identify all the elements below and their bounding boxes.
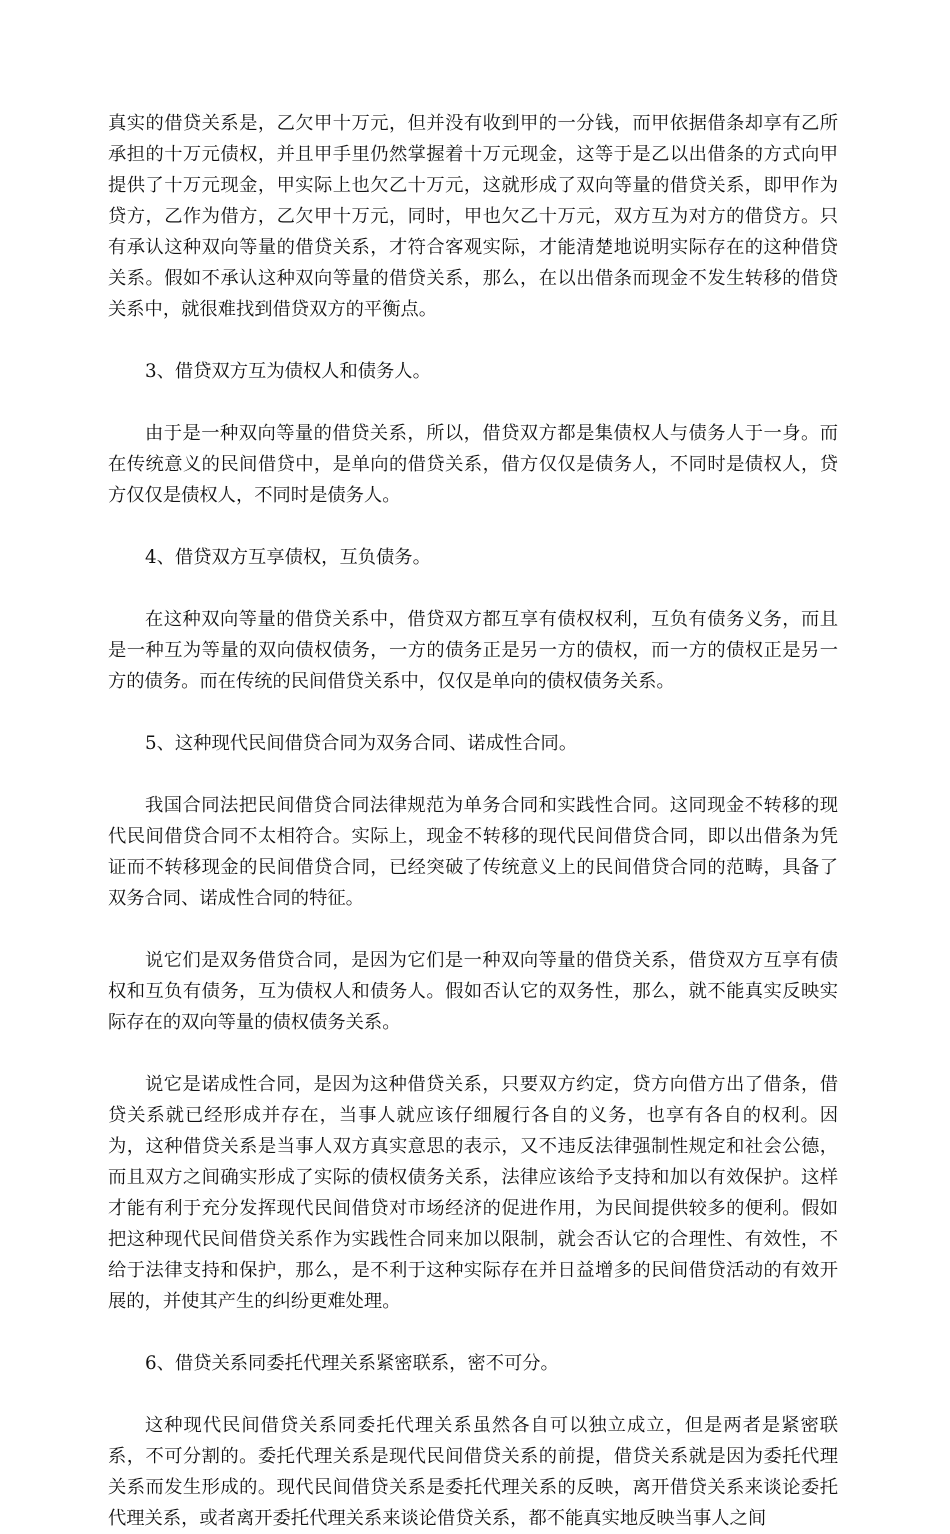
paragraph-bilateral-contract: 说它们是双务借贷合同，是因为它们是一种双向等量的借贷关系，借贷双方互享有债权和互负有债务，互为债权人和债务人。假如否认它的双务性，那么，就不能真实反映实际存在的双向等量的债权债务关系。	[108, 950, 838, 1033]
heading-point-4: 4、借贷双方互享债权，互负债务。	[145, 547, 431, 568]
paragraph-loan-relation-continued: 真实的借贷关系是，乙欠甲十万元，但并没有收到甲的一分钱，而甲依据借条却享有乙所承担的十万元债权，并且甲手里仍然掌握着十万元现金，这等于是乙以出借条的方式向甲提供了十万元现金，甲实际上也欠乙十万元，这就形成了双向等量的借贷关系，即甲作为贷方，乙作为借方，乙欠甲十万元，同时，甲也欠乙十万元，双方互为对方的借贷方。只有承认这种双向等量的借贷关系，才符合客观实际，才能清楚地说明实际存在的这种借贷关系。假如不承认这种双向等量的借贷关系，那么，在以出借条而现金不发生转移的借贷关系中，就很难找到借贷双方的平衡点。	[108, 113, 838, 320]
heading-point-6: 6、借贷关系同委托代理关系紧密联系，密不可分。	[145, 1353, 559, 1374]
heading-point-3: 3、借贷双方互为债权人和债务人。	[145, 361, 431, 382]
document-page	[108, 108, 838, 1534]
heading-point-5: 5、这种现代民间借贷合同为双务合同、诺成性合同。	[145, 733, 578, 754]
paragraph-point-3-body: 由于是一种双向等量的借贷关系，所以，借贷双方都是集债权人与债务人于一身。而在传统意义的民间借贷中，是单向的借贷关系，借方仅仅是债务人，不同时是债权人，贷方仅仅是债权人，不同时是债务人。	[108, 423, 838, 506]
paragraph-consensual-contract: 说它是诺成性合同，是因为这种借贷关系，只要双方约定，贷方向借方出了借条，借贷关系就已经形成并存在，当事人就应该仔细履行各自的义务，也享有各自的权利。因为，这种借贷关系是当事人双方真实意思的表示，又不违反法律强制性规定和社会公德，而且双方之间确实形成了实际的债权债务关系，法律应该给予支持和加以有效保护。这样才能有利于充分发挥现代民间借贷对市场经济的促进作用，为民间提供较多的便利。假如把这种现代民间借贷关系作为实践性合同来加以限制，就会否认它的合理性、有效性，不给于法律支持和保护，那么，是不利于这种实际存在并日益增多的民间借贷活动的有效开展的，并使其产生的纠纷更难处理。	[108, 1074, 838, 1312]
paragraph-point-6-body: 这种现代民间借贷关系同委托代理关系虽然各自可以独立成立，但是两者是紧密联系，不可分割的。委托代理关系是现代民间借贷关系的前提，借贷关系就是因为委托代理关系而发生形成的。现代民间借贷关系是委托代理关系的反映，离开借贷关系来谈论委托代理关系，或者离开委托代理关系来谈论借贷关系，都不能真实地反映当事人之间	[108, 1415, 838, 1529]
paragraph-point-4-body: 在这种双向等量的借贷关系中，借贷双方都互享有债权权利，互负有债务义务，而且是一种互为等量的双向债权债务，一方的债务正是另一方的债权，而一方的债权正是另一方的债务。而在传统的民间借贷关系中，仅仅是单向的债权债务关系。	[108, 609, 838, 692]
paragraph-point-5-body: 我国合同法把民间借贷合同法律规范为单务合同和实践性合同。这同现金不转移的现代民间借贷合同不太相符合。实际上，现金不转移的现代民间借贷合同，即以出借条为凭证而不转移现金的民间借贷合同，已经突破了传统意义上的民间借贷合同的范畴，具备了双务合同、诺成性合同的特征。	[108, 795, 838, 909]
